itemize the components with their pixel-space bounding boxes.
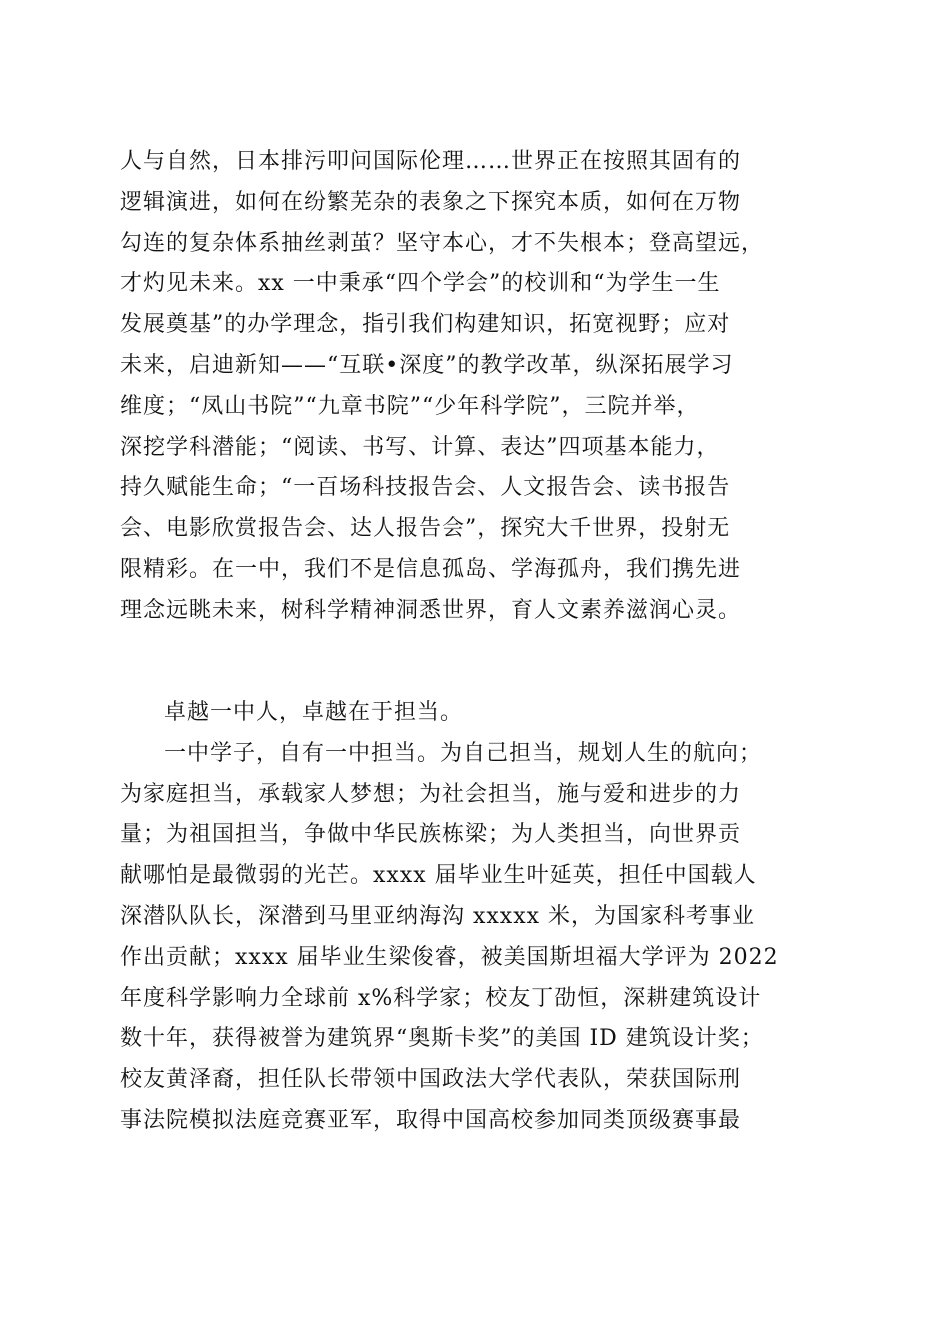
text-line: 维度；“凤山书院”“九章书院”“少年科学院”，三院并举，	[120, 393, 700, 419]
text-line: 一中学子，自有一中担当。为自己担当，规划人生的航向；	[164, 740, 763, 766]
text-line: 作出贡献；xxxx 届毕业生梁俊睿，被美国斯坦福大学评为 2022	[120, 944, 779, 970]
text-line: 量；为祖国担当，争做中华民族栋梁；为人类担当，向世界贡	[120, 822, 742, 848]
text-line: 限精彩。在一中，我们不是信息孤岛、学海孤舟，我们携先进	[120, 556, 742, 582]
text-line: 事法院模拟法庭竞赛亚军，取得中国高校参加同类顶级赛事最	[120, 1107, 742, 1133]
section-responsibility	[120, 693, 832, 1142]
text-line: 勾连的复杂体系抽丝剥茧？坚守本心，才不失根本；登高望远，	[120, 230, 765, 256]
text-line: 献哪怕是最微弱的光芒。xxxx 届毕业生叶延英，担任中国载人	[120, 863, 757, 889]
text-line: 发展奠基”的办学理念，指引我们构建知识，拓宽视野；应对	[120, 312, 731, 338]
text-line: 深潜队队长，深潜到马里亚纳海沟 xxxxx 米，为国家科考事业	[120, 903, 756, 929]
text-line: 持久赋能生命；“一百场科技报告会、人文报告会、读书报告	[120, 475, 731, 501]
text-line: 为家庭担当，承载家人梦想；为社会担当，施与爱和进步的力	[120, 781, 742, 807]
text-line: 逻辑演进，如何在纷繁芜杂的表象之下探究本质，如何在万物	[120, 189, 742, 215]
text-line: 人与自然，日本排污叩问国际伦理……世界正在按照其固有的	[120, 149, 742, 174]
text-line: 数十年，获得被誉为建筑界“奥斯卡奖”的美国 ID 建筑设计奖；	[120, 1026, 764, 1052]
text-line: 才灼见未来。xx 一中秉承“四个学会”的校训和“为学生一生	[120, 271, 721, 297]
paragraph-continued	[120, 142, 832, 632]
text-line: 深挖学科潜能；“阅读、书写、计算、表达”四项基本能力，	[120, 434, 720, 460]
text-line: 校友黄泽裔，担任队长带领中国政法大学代表队，荣获国际刑	[120, 1067, 742, 1093]
text-line: 年度科学影响力全球前 x%科学家；校友丁劭恒，深耕建筑设计	[120, 985, 762, 1011]
section-heading: 卓越一中人，卓越在于担当。	[164, 700, 464, 725]
text-line: 会、电影欣赏报告会、达人报告会”，探究大千世界，投射无	[120, 516, 731, 542]
text-line: 未来，启迪新知——“互联•深度”的教学改革，纵深拓展学习	[120, 352, 734, 378]
text-line: 理念远眺未来，树科学精神洞悉世界，育人文素养滋润心灵。	[120, 597, 742, 623]
